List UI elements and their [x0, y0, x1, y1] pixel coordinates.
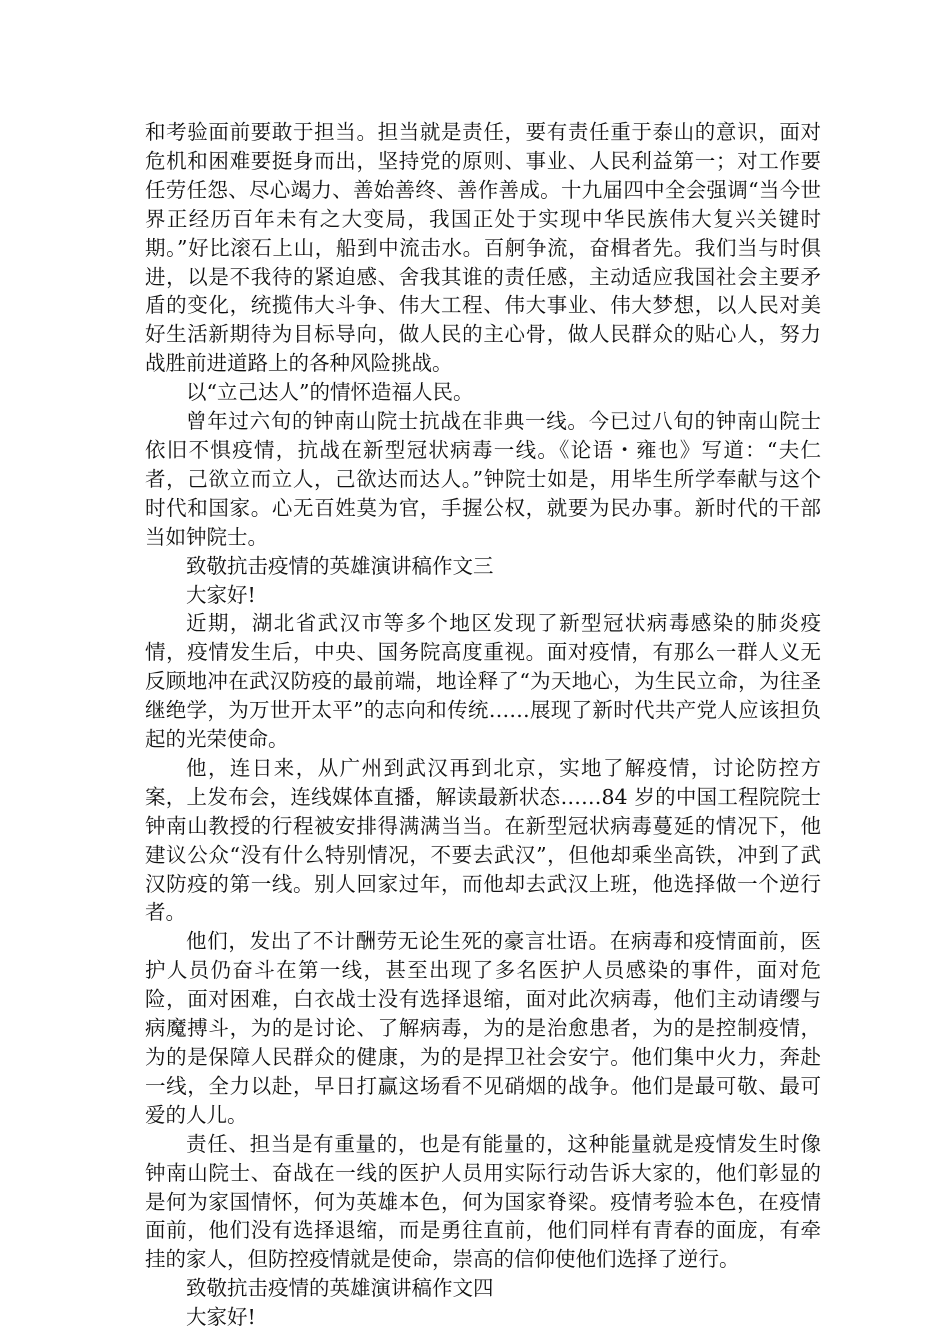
paragraph-he-zhong: 他，连日来，从广州到武汉再到北京，实地了解疫情，讨论防控方案，上发布会，连线媒体直播，解读最新状态……84 岁的中国工程院院士钟南山教授的行程被安排得满满当当。在新型冠状病毒蔓延的情况下，他建议公众“没有什么特别情况，不要去武汉”，但他却乘坐高铁，冲到了武汉防疫的第一线。别人回家过年，而他却去武汉上班，他选择做一个逆行者。: [145, 755, 821, 925]
greeting-three: 大家好!: [186, 582, 256, 607]
paragraph-wuhan-epidemic: 近期，湖北省武汉市等多个地区发现了新型冠状病毒感染的肺炎疫情，疫情发生后，中央、国务院高度重视。面对疫情，有那么一群人义无反顾地冲在武汉防疫的最前端，地诠释了“为天地心，为生民立命，为往圣继绝学，为万世开太平”的志向和传统……展现了新时代共产党人应该担负起的光荣使命。: [145, 611, 821, 752]
section-heading-four: 致敬抗击疫情的英雄演讲稿作文四: [186, 1276, 494, 1301]
document-page: [145, 118, 821, 1332]
paragraph-zhong-nanshan: 曾年过六旬的钟南山院士抗战在非典一线。今已过八旬的钟南山院士依旧不惧疫情，抗战在新型冠状病毒一线。《论语・雍也》写道：“夫仁者，己欲立而立人，己欲达而达人。”钟院士如是，用毕生所学奉献与这个时代和国家。心无百姓莫为官，手握公权，就要为民办事。新时代的干部当如钟院士。: [145, 409, 821, 549]
paragraph-responsibility: 和考验面前要敢于担当。担当就是责任，要有责任重于泰山的意识，面对危机和困难要挺身而出，坚持党的原则、事业、人民利益第一；对工作要任劳任怨、尽心竭力、善始善终、善作善成。十九届四中全会强调“当今世界正经历百年未有之大变局，我国正处于实现中华民族伟大复兴关键时期。”好比滚石上山，船到中流击水。百舸争流，奋楫者先。我们当与时俱进，以是不我待的紧迫感、舍我其谁的责任感，主动适应我国社会主要矛盾的变化，统揽伟大斗争、伟大工程、伟大事业、伟大梦想，以人民对美好生活新期待为目标导向，做人民的主心骨，做人民群众的贴心人，努力战胜前进道路上的各种风险挑战。: [145, 120, 821, 376]
paragraph-medical-staff: 他们，发出了不计酬劳无论生死的豪言壮语。在病毒和疫情面前，医护人员仍奋斗在第一线，甚至出现了多名医护人员感染的事件，面对危险，面对困难，白衣战士没有选择退缩，面对此次病毒，他们主动请缨与病魔搏斗，为的是讨论、了解病毒，为的是治愈患者，为的是控制疫情，为的是保障人民群众的健康，为的是捍卫社会安宁。他们集中火力，奔赴一线，全力以赴，早日打赢这场看不见硝烟的战争。他们是最可敬、最可爱的人儿。: [145, 929, 821, 1127]
section-heading-three: 致敬抗击疫情的英雄演讲稿作文三: [186, 553, 494, 578]
paragraph-responsibility-weight: 责任、担当是有重量的，也是有能量的，这种能量就是疫情发生时像钟南山院士、奋战在一线的医护人员用实际行动告诉大家的，他们彰显的是何为家国情怀，何为英雄本色，何为国家脊梁。疫情考验本色，在疫情面前，他们没有选择退缩，而是勇往直前，他们同样有青春的面庞，有牵挂的家人，但防控疫情就是使命，崇高的信仰使他们选择了逆行。: [145, 1131, 821, 1272]
greeting-four: 大家好!: [186, 1305, 256, 1330]
paragraph-benefit-people: 以“立己达人”的情怀造福人民。: [186, 380, 474, 405]
